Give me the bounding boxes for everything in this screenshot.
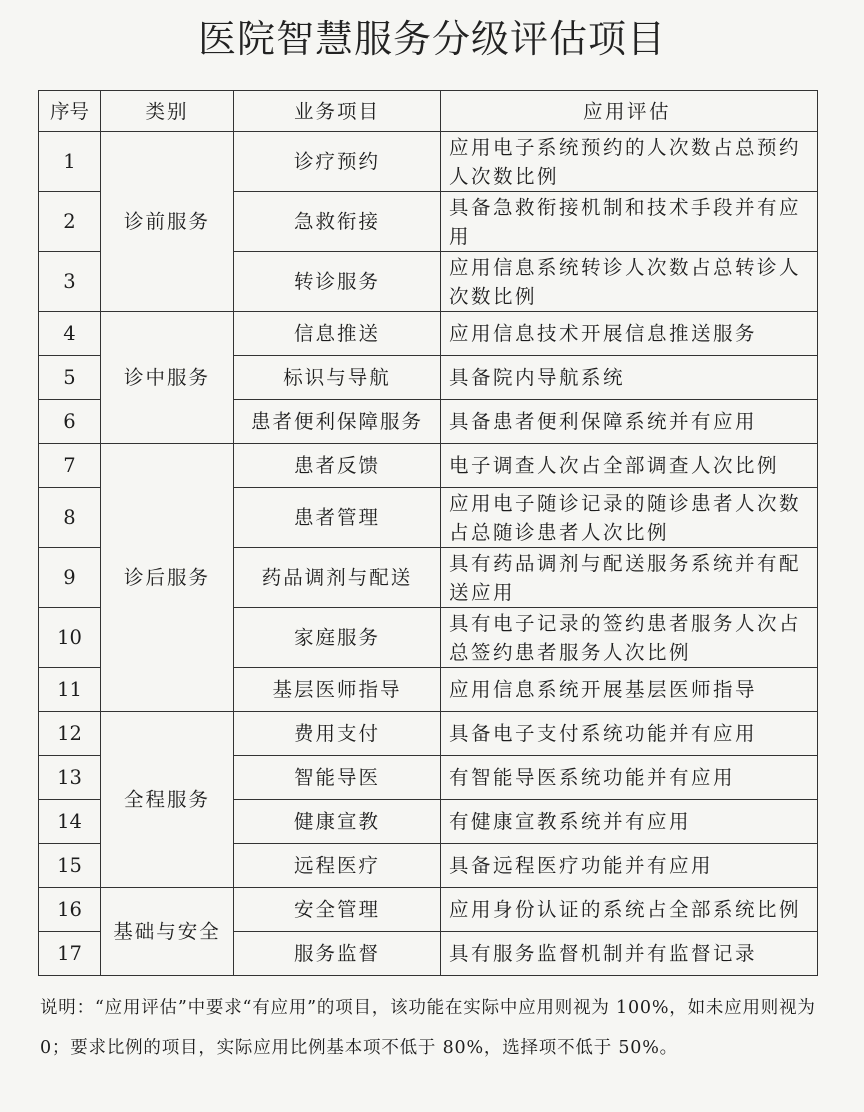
row-eval: 具备院内导航系统 <box>441 356 818 400</box>
header-item: 业务项目 <box>234 91 441 132</box>
row-index: 6 <box>39 400 101 444</box>
row-item: 费用支付 <box>234 712 441 756</box>
row-eval: 具备患者便利保障系统并有应用 <box>441 400 818 444</box>
row-index: 3 <box>39 252 101 312</box>
row-eval: 有智能导医系统功能并有应用 <box>441 756 818 800</box>
row-index: 2 <box>39 192 101 252</box>
row-eval: 具有药品调剂与配送服务系统并有配送应用 <box>441 548 818 608</box>
table-row <box>39 312 818 356</box>
row-item: 患者便利保障服务 <box>234 400 441 444</box>
row-eval: 应用信息系统转诊人次数占总转诊人次数比例 <box>441 252 818 312</box>
category-cell: 全程服务 <box>101 712 234 888</box>
document-title: 医院智慧服务分级评估项目 <box>197 17 666 61</box>
row-eval: 具有电子记录的签约患者服务人次占总签约患者服务人次比例 <box>441 608 818 668</box>
row-index: 10 <box>39 608 101 668</box>
table-header-row <box>39 91 818 132</box>
row-item: 服务监督 <box>234 932 441 976</box>
row-index: 17 <box>39 932 101 976</box>
row-item: 急救衔接 <box>234 192 441 252</box>
row-index: 1 <box>39 132 101 192</box>
row-eval: 具备电子支付系统功能并有应用 <box>441 712 818 756</box>
row-index: 14 <box>39 800 101 844</box>
table-row <box>39 888 818 932</box>
row-item: 转诊服务 <box>234 252 441 312</box>
row-item: 安全管理 <box>234 888 441 932</box>
row-eval: 应用身份认证的系统占全部系统比例 <box>441 888 818 932</box>
row-item: 诊疗预约 <box>234 132 441 192</box>
footnote: 说明：“应用评估”中要求“有应用”的项目，该功能在实际中应用则视为 100%，如未应用则视为 0；要求比例的项目，实际应用比例基本项不低于 80%，选择项不低于 50%。 <box>40 998 816 1058</box>
row-index: 7 <box>39 444 101 488</box>
row-eval: 具有服务监督机制并有监督记录 <box>441 932 818 976</box>
row-index: 15 <box>39 844 101 888</box>
row-item: 药品调剂与配送 <box>234 548 441 608</box>
row-eval: 应用电子系统预约的人次数占总预约人次数比例 <box>441 132 818 192</box>
row-item: 远程医疗 <box>234 844 441 888</box>
row-eval: 应用电子随诊记录的随诊患者人次数占总随诊患者人次比例 <box>441 488 818 548</box>
table-row <box>39 444 818 488</box>
row-index: 4 <box>39 312 101 356</box>
table-row <box>39 132 818 192</box>
row-item: 家庭服务 <box>234 608 441 668</box>
row-item: 患者反馈 <box>234 444 441 488</box>
category-cell: 诊中服务 <box>101 312 234 444</box>
row-index: 8 <box>39 488 101 548</box>
row-eval: 具备远程医疗功能并有应用 <box>441 844 818 888</box>
row-eval: 具备急救衔接机制和技术手段并有应用 <box>441 192 818 252</box>
evaluation-table <box>38 90 818 976</box>
row-item: 信息推送 <box>234 312 441 356</box>
header-index: 序号 <box>39 91 101 132</box>
row-item: 患者管理 <box>234 488 441 548</box>
category-cell: 诊后服务 <box>101 444 234 712</box>
row-eval: 应用信息技术开展信息推送服务 <box>441 312 818 356</box>
row-eval: 应用信息系统开展基层医师指导 <box>441 668 818 712</box>
category-cell: 基础与安全 <box>101 888 234 976</box>
row-item: 智能导医 <box>234 756 441 800</box>
row-index: 13 <box>39 756 101 800</box>
row-item: 标识与导航 <box>234 356 441 400</box>
row-index: 11 <box>39 668 101 712</box>
row-index: 5 <box>39 356 101 400</box>
row-index: 12 <box>39 712 101 756</box>
row-eval: 电子调查人次占全部调查人次比例 <box>441 444 818 488</box>
row-item: 基层医师指导 <box>234 668 441 712</box>
row-index: 9 <box>39 548 101 608</box>
header-eval: 应用评估 <box>441 91 818 132</box>
header-category: 类别 <box>101 91 234 132</box>
row-index: 16 <box>39 888 101 932</box>
table-row <box>39 712 818 756</box>
row-item: 健康宣教 <box>234 800 441 844</box>
category-cell: 诊前服务 <box>101 132 234 312</box>
row-eval: 有健康宣教系统并有应用 <box>441 800 818 844</box>
